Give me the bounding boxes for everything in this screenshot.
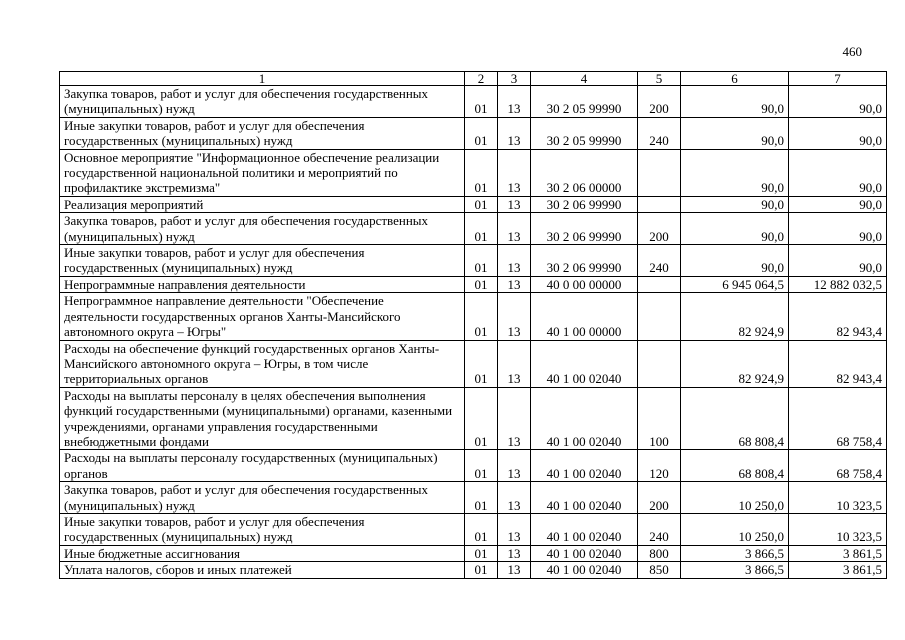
cell-description: Основное мероприятие "Информационное обеспечение реализации государственной национальной политики и мероприятий по профилактике экстремизма": [60, 149, 465, 196]
cell-amount-col7: 68 758,4: [789, 450, 887, 482]
cell-target-code: 40 1 00 02040: [531, 513, 638, 545]
cell-description: Непрограммное направление деятельности "Обеспечение деятельности государственных органов Ханты-Мансийского автономного округа – Югры": [60, 293, 465, 340]
cell-section: 01: [465, 245, 498, 277]
table-row: [60, 387, 887, 450]
cell-expense-type: 800: [638, 545, 681, 561]
cell-amount-col7: 10 323,5: [789, 482, 887, 514]
cell-amount-col6: 82 924,9: [681, 340, 789, 387]
cell-target-code: 30 2 06 99990: [531, 213, 638, 245]
cell-expense-type: [638, 196, 681, 212]
cell-subsection: 13: [498, 213, 531, 245]
cell-expense-type: 120: [638, 450, 681, 482]
cell-description: Уплата налогов, сборов и иных платежей: [60, 562, 465, 578]
table-row: [60, 450, 887, 482]
column-number-row: [60, 72, 887, 86]
cell-section: 01: [465, 545, 498, 561]
cell-amount-col7: 3 861,5: [789, 545, 887, 561]
cell-amount-col7: 3 861,5: [789, 562, 887, 578]
cell-amount-col6: 90,0: [681, 86, 789, 118]
cell-amount-col6: 90,0: [681, 149, 789, 196]
cell-expense-type: [638, 340, 681, 387]
cell-section: 01: [465, 86, 498, 118]
table-row: [60, 117, 887, 149]
column-number-1: 1: [60, 72, 465, 86]
cell-subsection: 13: [498, 562, 531, 578]
cell-amount-col6: 90,0: [681, 245, 789, 277]
cell-amount-col7: 82 943,4: [789, 340, 887, 387]
cell-amount-col6: 90,0: [681, 196, 789, 212]
cell-expense-type: [638, 293, 681, 340]
cell-expense-type: 200: [638, 86, 681, 118]
column-number-2: 2: [465, 72, 498, 86]
cell-amount-col6: 82 924,9: [681, 293, 789, 340]
cell-expense-type: 240: [638, 513, 681, 545]
table-row: [60, 276, 887, 292]
cell-description: Иные закупки товаров, работ и услуг для обеспечения государственных (муниципальных) нужд: [60, 513, 465, 545]
cell-amount-col7: 82 943,4: [789, 293, 887, 340]
cell-subsection: 13: [498, 513, 531, 545]
cell-amount-col7: 12 882 032,5: [789, 276, 887, 292]
budget-table: [59, 71, 887, 579]
cell-amount-col6: 10 250,0: [681, 513, 789, 545]
cell-expense-type: 200: [638, 482, 681, 514]
cell-amount-col6: 90,0: [681, 117, 789, 149]
cell-section: 01: [465, 387, 498, 450]
cell-amount-col6: 6 945 064,5: [681, 276, 789, 292]
table-row: [60, 293, 887, 340]
cell-amount-col6: 3 866,5: [681, 545, 789, 561]
cell-target-code: 40 1 00 02040: [531, 340, 638, 387]
cell-description: Закупка товаров, работ и услуг для обеспечения государственных (муниципальных) нужд: [60, 482, 465, 514]
cell-target-code: 40 1 00 02040: [531, 450, 638, 482]
cell-amount-col7: 90,0: [789, 196, 887, 212]
cell-amount-col6: 68 808,4: [681, 450, 789, 482]
cell-subsection: 13: [498, 196, 531, 212]
cell-target-code: 40 1 00 02040: [531, 545, 638, 561]
cell-amount-col7: 90,0: [789, 213, 887, 245]
cell-amount-col6: 3 866,5: [681, 562, 789, 578]
cell-target-code: 40 1 00 02040: [531, 562, 638, 578]
cell-amount-col7: 90,0: [789, 86, 887, 118]
cell-subsection: 13: [498, 293, 531, 340]
cell-target-code: 40 1 00 02040: [531, 387, 638, 450]
cell-description: Иные закупки товаров, работ и услуг для обеспечения государственных (муниципальных) нужд: [60, 245, 465, 277]
cell-amount-col7: 68 758,4: [789, 387, 887, 450]
table-row: [60, 196, 887, 212]
cell-section: 01: [465, 293, 498, 340]
cell-expense-type: [638, 276, 681, 292]
cell-amount-col7: 90,0: [789, 149, 887, 196]
cell-subsection: 13: [498, 149, 531, 196]
table-body: [60, 86, 887, 579]
cell-expense-type: 240: [638, 117, 681, 149]
page-number: 460: [842, 44, 862, 59]
cell-amount-col6: 10 250,0: [681, 482, 789, 514]
cell-amount-col7: 10 323,5: [789, 513, 887, 545]
cell-subsection: 13: [498, 276, 531, 292]
cell-section: 01: [465, 513, 498, 545]
cell-expense-type: 200: [638, 213, 681, 245]
column-number-5: 5: [638, 72, 681, 86]
cell-target-code: 40 1 00 00000: [531, 293, 638, 340]
table-row: [60, 513, 887, 545]
cell-target-code: 40 0 00 00000: [531, 276, 638, 292]
cell-description: Расходы на обеспечение функций государственных органов Ханты-Мансийского автономного округа – Югры, в том числе территориальных органов: [60, 340, 465, 387]
cell-section: 01: [465, 340, 498, 387]
cell-target-code: 30 2 05 99990: [531, 117, 638, 149]
cell-description: Реализация мероприятий: [60, 196, 465, 212]
cell-description: Расходы на выплаты персоналу государственных (муниципальных) органов: [60, 450, 465, 482]
cell-target-code: 30 2 06 00000: [531, 149, 638, 196]
column-number-7: 7: [789, 72, 887, 86]
cell-subsection: 13: [498, 545, 531, 561]
cell-section: 01: [465, 149, 498, 196]
cell-section: 01: [465, 213, 498, 245]
cell-expense-type: [638, 149, 681, 196]
cell-description: Иные закупки товаров, работ и услуг для обеспечения государственных (муниципальных) нужд: [60, 117, 465, 149]
cell-subsection: 13: [498, 86, 531, 118]
cell-section: 01: [465, 117, 498, 149]
cell-subsection: 13: [498, 450, 531, 482]
cell-expense-type: 100: [638, 387, 681, 450]
cell-description: Непрограммные направления деятельности: [60, 276, 465, 292]
column-number-6: 6: [681, 72, 789, 86]
cell-subsection: 13: [498, 117, 531, 149]
cell-expense-type: 240: [638, 245, 681, 277]
cell-target-code: 30 2 06 99990: [531, 245, 638, 277]
cell-target-code: 40 1 00 02040: [531, 482, 638, 514]
cell-subsection: 13: [498, 482, 531, 514]
column-number-3: 3: [498, 72, 531, 86]
cell-subsection: 13: [498, 387, 531, 450]
table-row: [60, 482, 887, 514]
table-row: [60, 213, 887, 245]
cell-description: Закупка товаров, работ и услуг для обеспечения государственных (муниципальных) нужд: [60, 86, 465, 118]
cell-target-code: 30 2 05 99990: [531, 86, 638, 118]
cell-amount-col7: 90,0: [789, 245, 887, 277]
cell-amount-col6: 68 808,4: [681, 387, 789, 450]
column-number-4: 4: [531, 72, 638, 86]
table-row: [60, 545, 887, 561]
cell-expense-type: 850: [638, 562, 681, 578]
cell-section: 01: [465, 450, 498, 482]
cell-description: Расходы на выплаты персоналу в целях обеспечения выполнения функций государственными (муниципальными) органами, казенными учреждениями, органами управления государственными внебюджетными фондами: [60, 387, 465, 450]
cell-subsection: 13: [498, 245, 531, 277]
table-row: [60, 340, 887, 387]
table-row: [60, 562, 887, 578]
cell-amount-col6: 90,0: [681, 213, 789, 245]
cell-section: 01: [465, 562, 498, 578]
cell-section: 01: [465, 482, 498, 514]
cell-amount-col7: 90,0: [789, 117, 887, 149]
cell-section: 01: [465, 196, 498, 212]
cell-description: Иные бюджетные ассигнования: [60, 545, 465, 561]
cell-section: 01: [465, 276, 498, 292]
table-row: [60, 86, 887, 118]
table-row: [60, 245, 887, 277]
cell-description: Закупка товаров, работ и услуг для обеспечения государственных (муниципальных) нужд: [60, 213, 465, 245]
table-row: [60, 149, 887, 196]
cell-target-code: 30 2 06 99990: [531, 196, 638, 212]
cell-subsection: 13: [498, 340, 531, 387]
